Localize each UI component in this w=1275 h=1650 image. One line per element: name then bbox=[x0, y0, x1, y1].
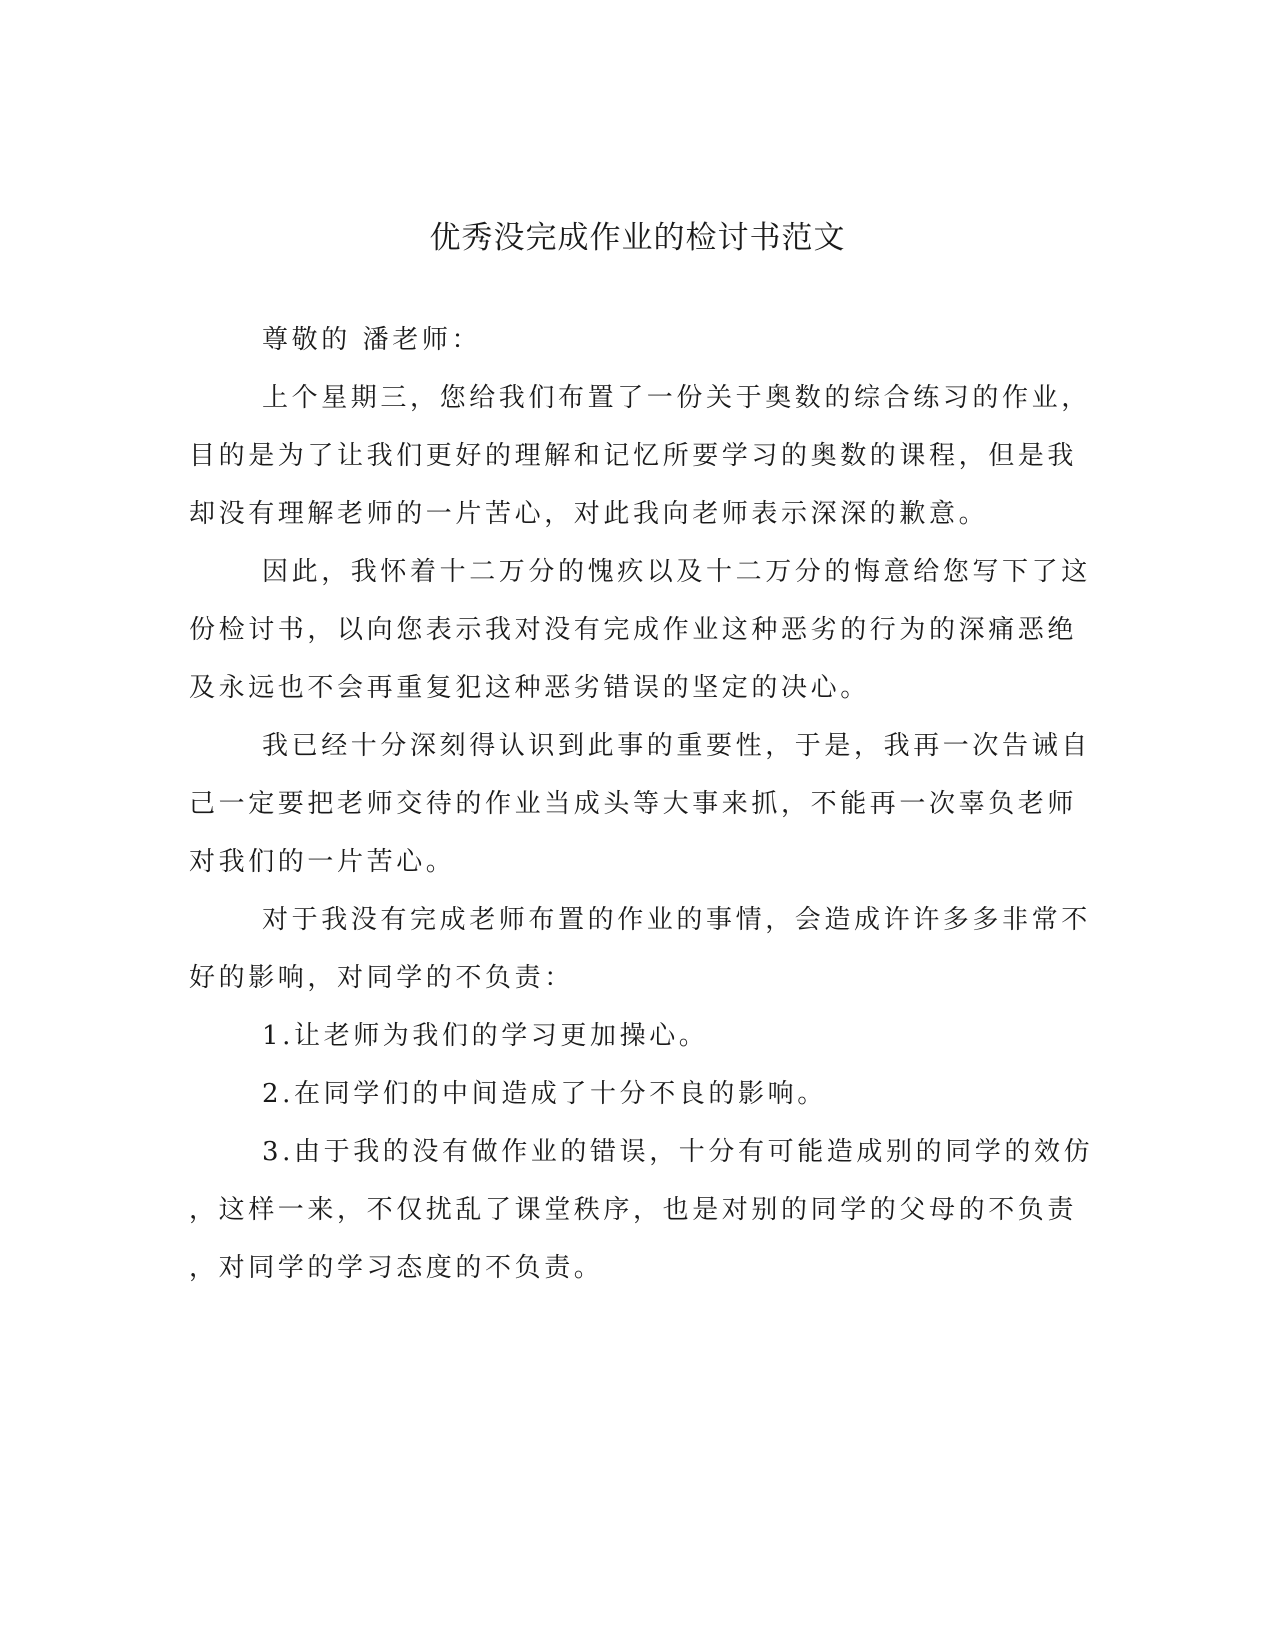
paragraph-1-line-2: 目的是为了让我们更好的理解和记忆所要学习的奥数的课程，但是我 bbox=[189, 441, 1078, 471]
paragraph-4-line-1: 对于我没有完成老师布置的作业的事情，会造成许许多多非常不 bbox=[262, 905, 1091, 935]
list-item-1: 1.让老师为我们的学习更加操心。 bbox=[262, 1021, 709, 1051]
list-item-2: 2.在同学们的中间造成了十分不良的影响。 bbox=[262, 1079, 827, 1109]
list-item-3-line-1: 3.由于我的没有做作业的错误，十分有可能造成别的同学的效仿 bbox=[262, 1137, 1094, 1167]
paragraph-1-line-1: 上个星期三，您给我们布置了一份关于奥数的综合练习的作业， bbox=[262, 383, 1091, 413]
paragraph-1-line-3: 却没有理解老师的一片苦心，对此我向老师表示深深的歉意。 bbox=[189, 499, 989, 529]
paragraph-3-line-2: 己一定要把老师交待的作业当成头等大事来抓，不能再一次辜负老师 bbox=[189, 789, 1078, 819]
paragraph-4-line-2: 好的影响，对同学的不负责： bbox=[189, 963, 574, 993]
paragraph-2-line-1: 因此，我怀着十二万分的愧疚以及十二万分的悔意给您写下了这 bbox=[262, 557, 1091, 587]
document-title: 优秀没完成作业的检讨书范文 bbox=[429, 220, 846, 256]
paragraph-3-line-1: 我已经十分深刻得认识到此事的重要性，于是，我再一次告诫自 bbox=[262, 731, 1091, 761]
paragraph-2-line-2: 份检讨书，以向您表示我对没有完成作业这种恶劣的行为的深痛恶绝 bbox=[189, 615, 1078, 645]
list-item-3-line-3: ，对同学的学习态度的不负责。 bbox=[189, 1253, 604, 1283]
paragraph-2-line-3: 及永远也不会再重复犯这种恶劣错误的坚定的决心。 bbox=[189, 673, 870, 703]
salutation-line: 尊敬的 潘老师： bbox=[262, 325, 482, 355]
paragraph-3-line-3: 对我们的一片苦心。 bbox=[189, 847, 456, 877]
list-item-3-line-2: ，这样一来，不仅扰乱了课堂秩序，也是对别的同学的父母的不负责 bbox=[189, 1195, 1078, 1225]
